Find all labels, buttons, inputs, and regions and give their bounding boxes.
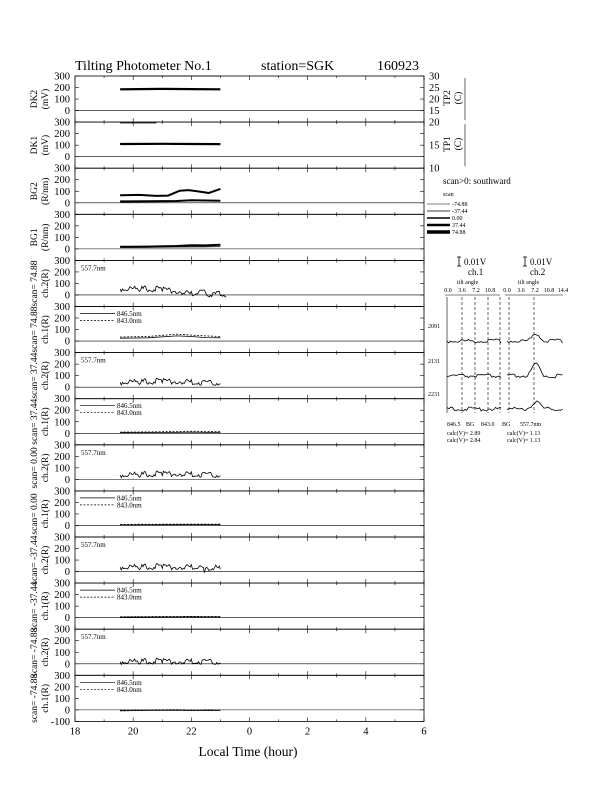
y-tick-label: -100 bbox=[50, 716, 70, 728]
y-axis-label: BG1 bbox=[30, 228, 40, 247]
series-line bbox=[120, 200, 220, 201]
panel-frame bbox=[75, 214, 424, 260]
row-label: 2231 bbox=[428, 392, 440, 398]
legend-text: 843.0nm bbox=[117, 409, 142, 418]
panel-frame bbox=[75, 353, 424, 399]
tilt-tick-label: 3.6 bbox=[517, 288, 525, 294]
panels bbox=[30, 72, 465, 728]
bottom-label: 557.7nm bbox=[520, 422, 542, 428]
y-axis-label: scan= -37.44 bbox=[30, 535, 40, 585]
y-tick-label: 100 bbox=[54, 693, 70, 705]
y-axis-unit: ch.2(R) bbox=[41, 545, 51, 575]
row-label: 2091 bbox=[428, 324, 440, 330]
panel-s5c2 bbox=[30, 625, 424, 677]
right-axis-unit: (C) bbox=[454, 137, 464, 151]
sensitivity-trace-ch1 bbox=[447, 407, 501, 411]
y-tick-label: 100 bbox=[54, 232, 70, 244]
panel-s4c2 bbox=[30, 533, 424, 585]
legend-text: 843.0nm bbox=[117, 501, 142, 510]
y-tick-label: 0 bbox=[64, 520, 70, 532]
right-tick-label: 15 bbox=[429, 140, 440, 152]
right-axis-label: TP2 bbox=[443, 90, 453, 106]
y-tick-label: 200 bbox=[54, 221, 70, 233]
y-axis-label: scan= 74.88 bbox=[30, 306, 40, 353]
y-axis-label: scan= -74.88 bbox=[30, 627, 40, 677]
y-axis-unit: ch.2(R) bbox=[41, 361, 51, 391]
y-tick-label: 300 bbox=[54, 163, 70, 175]
sensitivity-trace-ch2 bbox=[507, 401, 563, 411]
series-line bbox=[120, 378, 220, 385]
legend-text: 846.5nm bbox=[117, 678, 142, 687]
panel-label: 557.7nm bbox=[81, 541, 106, 549]
x-axis bbox=[70, 726, 427, 737]
y-axis-unit: ch.2(R) bbox=[41, 637, 51, 667]
scan-legend bbox=[427, 202, 468, 236]
y-tick-label: 200 bbox=[54, 405, 70, 417]
y-tick-label: 100 bbox=[54, 463, 70, 475]
y-axis-label: scan= -74.88 bbox=[30, 673, 40, 723]
panel-dk2 bbox=[30, 72, 465, 123]
y-tick-label: 100 bbox=[54, 140, 70, 152]
x-tick-label: 22 bbox=[186, 726, 197, 738]
panel-s3c2 bbox=[30, 440, 424, 491]
bottom-label: BG bbox=[466, 422, 475, 428]
legend-text: 846.5nm bbox=[117, 402, 142, 411]
panel-s4c1 bbox=[30, 579, 424, 631]
y-tick-label: 0 bbox=[64, 567, 70, 579]
y-tick-label: 0 bbox=[64, 152, 70, 164]
y-axis-unit: ch.1(R) bbox=[41, 499, 51, 529]
legend-text: 846.5nm bbox=[117, 586, 142, 595]
y-tick-label: 100 bbox=[54, 509, 70, 521]
right-tick-label: 20 bbox=[429, 94, 440, 106]
scan-legend-title: scan bbox=[443, 192, 454, 198]
legend-text: 843.0nm bbox=[117, 685, 142, 694]
series-line bbox=[120, 431, 220, 432]
sensitivity-trace-ch2 bbox=[507, 334, 563, 343]
series-line bbox=[120, 471, 220, 478]
panel-label: 557.7nm bbox=[81, 356, 106, 365]
legend-text: 843.0nm bbox=[117, 593, 142, 602]
right-tick-label: 30 bbox=[429, 71, 440, 83]
y-axis-label: scan= -37.44 bbox=[30, 581, 40, 631]
right-tick-label: 10 bbox=[429, 163, 440, 175]
panel-frame bbox=[75, 537, 424, 583]
y-tick-label: 100 bbox=[54, 601, 70, 613]
panel-s5c1 bbox=[30, 671, 424, 728]
y-tick-label: 200 bbox=[54, 267, 70, 279]
x-tick-label: 4 bbox=[363, 726, 369, 738]
sensitivity-plots bbox=[428, 288, 568, 444]
scan-legend-label: 0.00 bbox=[452, 216, 463, 222]
x-tick-label: 0 bbox=[246, 726, 253, 738]
y-tick-label: 100 bbox=[54, 325, 70, 337]
y-axis-unit: ch.1(R) bbox=[41, 315, 51, 344]
y-axis-label: scan= 0.00 bbox=[30, 493, 40, 535]
right-tick-label: 25 bbox=[429, 83, 440, 95]
panel-s1c2 bbox=[30, 256, 424, 307]
y-tick-label: 200 bbox=[54, 451, 70, 463]
y-tick-label: 300 bbox=[54, 486, 70, 498]
y-axis-label: DK2 bbox=[30, 89, 40, 109]
tilt-tick-label: 0.0 bbox=[444, 288, 452, 294]
tilt-label-ch1: tilt angle bbox=[457, 280, 479, 286]
y-axis-unit: ch.2(R) bbox=[41, 453, 51, 483]
y-tick-label: 300 bbox=[54, 302, 70, 313]
calc-label: calc(V)= 2.89 bbox=[447, 431, 481, 437]
y-tick-label: 300 bbox=[54, 578, 70, 590]
y-axis-label: scan= 37.44 bbox=[30, 398, 40, 445]
scan-direction-note: scan>0: southward bbox=[443, 176, 511, 186]
legend-text: 846.5nm bbox=[117, 494, 142, 503]
panel-label: 557.7nm bbox=[81, 448, 106, 457]
panel-bg2 bbox=[30, 164, 424, 215]
y-tick-label: 0 bbox=[64, 106, 70, 118]
right-tick-label: 15 bbox=[429, 106, 440, 118]
y-axis-unit: (mV) bbox=[41, 134, 51, 156]
y-tick-label: 300 bbox=[54, 394, 70, 406]
panel-s1c1 bbox=[30, 302, 424, 353]
sensitivity-trace-ch2 bbox=[507, 363, 563, 378]
tilt-tick-label: 7.2 bbox=[531, 288, 539, 294]
panel-frame bbox=[75, 629, 424, 675]
panel-label: 557.7nm bbox=[81, 633, 106, 642]
y-axis-unit: (mV) bbox=[41, 88, 51, 110]
calc-label: calc(V)= 1.13 bbox=[507, 438, 541, 444]
panel-frame bbox=[75, 168, 424, 214]
y-tick-label: 300 bbox=[54, 117, 70, 129]
row-label: 2131 bbox=[428, 359, 440, 365]
panel-s3c1 bbox=[30, 486, 424, 537]
y-tick-label: 0 bbox=[64, 336, 70, 348]
ch2-label: ch.2 bbox=[530, 267, 546, 277]
y-axis-label: BG2 bbox=[30, 182, 40, 201]
station-label: station=SGK bbox=[261, 59, 335, 74]
y-axis-label: scan= 74.88 bbox=[30, 260, 40, 307]
series-line bbox=[120, 710, 220, 711]
figure-title: Tilting Photometer No.1 bbox=[75, 59, 212, 74]
tilt-tick-label: 3.6 bbox=[458, 288, 466, 294]
y-axis-label: scan= 37.44 bbox=[30, 352, 40, 399]
panel-dk1 bbox=[30, 118, 465, 175]
y-tick-label: 300 bbox=[54, 209, 70, 221]
scan-legend-label: -37.44 bbox=[452, 209, 468, 215]
panel-s2c1 bbox=[30, 394, 424, 445]
bottom-label: BG bbox=[502, 422, 511, 428]
panel-s2c2 bbox=[30, 348, 424, 399]
y-tick-label: 0 bbox=[64, 474, 70, 486]
y-axis-unit: ch.2(R) bbox=[41, 269, 51, 298]
sensitivity-trace-ch1 bbox=[447, 339, 501, 343]
right-axis-unit: (C) bbox=[454, 91, 464, 105]
y-tick-label: 200 bbox=[54, 590, 70, 602]
y-tick-label: 100 bbox=[54, 278, 70, 290]
y-axis-unit: ch.1(R) bbox=[41, 683, 51, 713]
tilt-tick-label: 14.4 bbox=[557, 288, 569, 294]
y-tick-label: 100 bbox=[54, 94, 70, 106]
scan-legend-label: 37.44 bbox=[452, 223, 466, 229]
y-tick-label: 200 bbox=[54, 359, 70, 371]
y-tick-label: 200 bbox=[54, 497, 70, 509]
y-axis-unit: (R/nm) bbox=[41, 177, 51, 205]
tilt-tick-label: 0.0 bbox=[503, 288, 511, 294]
panel-frame bbox=[75, 122, 424, 168]
y-tick-label: 0 bbox=[64, 613, 70, 625]
legend-text: 846.5nm bbox=[117, 310, 142, 318]
calc-label: calc(V)= 1.13 bbox=[507, 431, 541, 437]
y-axis-unit: (R/nm) bbox=[41, 223, 51, 252]
y-axis-label: DK1 bbox=[30, 135, 40, 155]
y-axis-unit: ch.1(R) bbox=[41, 407, 51, 437]
y-tick-label: 200 bbox=[54, 83, 70, 95]
y-tick-label: 300 bbox=[54, 624, 70, 636]
y-tick-label: 200 bbox=[54, 682, 70, 694]
series-line bbox=[120, 189, 220, 196]
date-label: 160923 bbox=[377, 59, 419, 74]
x-tick-label: 6 bbox=[421, 726, 427, 738]
x-tick-label: 20 bbox=[127, 726, 139, 738]
panel-frame bbox=[75, 445, 424, 491]
y-tick-label: 300 bbox=[54, 71, 70, 83]
y-tick-label: 100 bbox=[54, 647, 70, 659]
y-tick-label: 200 bbox=[54, 313, 70, 325]
y-tick-label: 0 bbox=[64, 428, 70, 440]
y-tick-label: 0 bbox=[64, 198, 70, 210]
sidebar bbox=[427, 176, 568, 444]
ch1-label: ch.1 bbox=[468, 267, 484, 277]
tilt-tick-label: 10.8 bbox=[484, 288, 496, 294]
y-tick-label: 300 bbox=[54, 532, 70, 544]
y-axis-unit: ch.1(R) bbox=[41, 591, 51, 621]
y-tick-label: 0 bbox=[64, 705, 70, 717]
x-tick-label: 18 bbox=[69, 726, 81, 738]
y-tick-label: 200 bbox=[54, 129, 70, 141]
y-tick-label: 300 bbox=[54, 670, 70, 682]
y-tick-label: 200 bbox=[54, 544, 70, 556]
scale-ch2-label: 0.01V bbox=[530, 257, 553, 267]
tilt-tick-label: 7.2 bbox=[472, 288, 480, 294]
x-axis-label: Local Time (hour) bbox=[198, 744, 298, 759]
y-tick-label: 0 bbox=[64, 290, 70, 302]
y-tick-label: 0 bbox=[64, 244, 70, 256]
y-tick-label: 0 bbox=[64, 659, 70, 671]
y-tick-label: 300 bbox=[54, 255, 70, 267]
right-axis-label: TP1 bbox=[443, 136, 453, 153]
y-tick-label: 100 bbox=[54, 371, 70, 383]
y-tick-label: 100 bbox=[54, 186, 70, 198]
calc-label: calc(V)= 2.84 bbox=[447, 438, 481, 444]
panel-frame bbox=[75, 260, 424, 306]
bottom-label: 846.5 bbox=[447, 422, 461, 428]
x-tick-label: 2 bbox=[305, 726, 311, 738]
y-tick-label: 200 bbox=[54, 175, 70, 187]
panel-bg1 bbox=[30, 210, 424, 261]
scan-legend-label: 74.88 bbox=[452, 230, 466, 236]
sensitivity-trace-ch1 bbox=[447, 374, 501, 378]
tilt-tick-label: 10.8 bbox=[543, 288, 555, 294]
legend-text: 843.0nm bbox=[117, 317, 142, 325]
bottom-label: 843.0 bbox=[481, 422, 495, 428]
right-tick-label: 20 bbox=[429, 117, 440, 129]
y-axis-label: scan= 0.00 bbox=[30, 447, 40, 489]
y-tick-label: 100 bbox=[54, 555, 70, 567]
y-tick-label: 200 bbox=[54, 636, 70, 648]
y-tick-label: 300 bbox=[54, 348, 70, 360]
sensitivity-panel bbox=[428, 257, 568, 444]
y-tick-label: 300 bbox=[54, 440, 70, 452]
panel-label: 557.7nm bbox=[81, 264, 106, 273]
scale-ch1-label: 0.01V bbox=[464, 257, 487, 267]
y-tick-label: 100 bbox=[54, 417, 70, 429]
scan-legend-label: -74.88 bbox=[452, 202, 468, 208]
tilt-label-ch2: tilt angle bbox=[518, 280, 540, 286]
panel-frame bbox=[75, 76, 424, 122]
y-tick-label: 0 bbox=[64, 382, 70, 394]
